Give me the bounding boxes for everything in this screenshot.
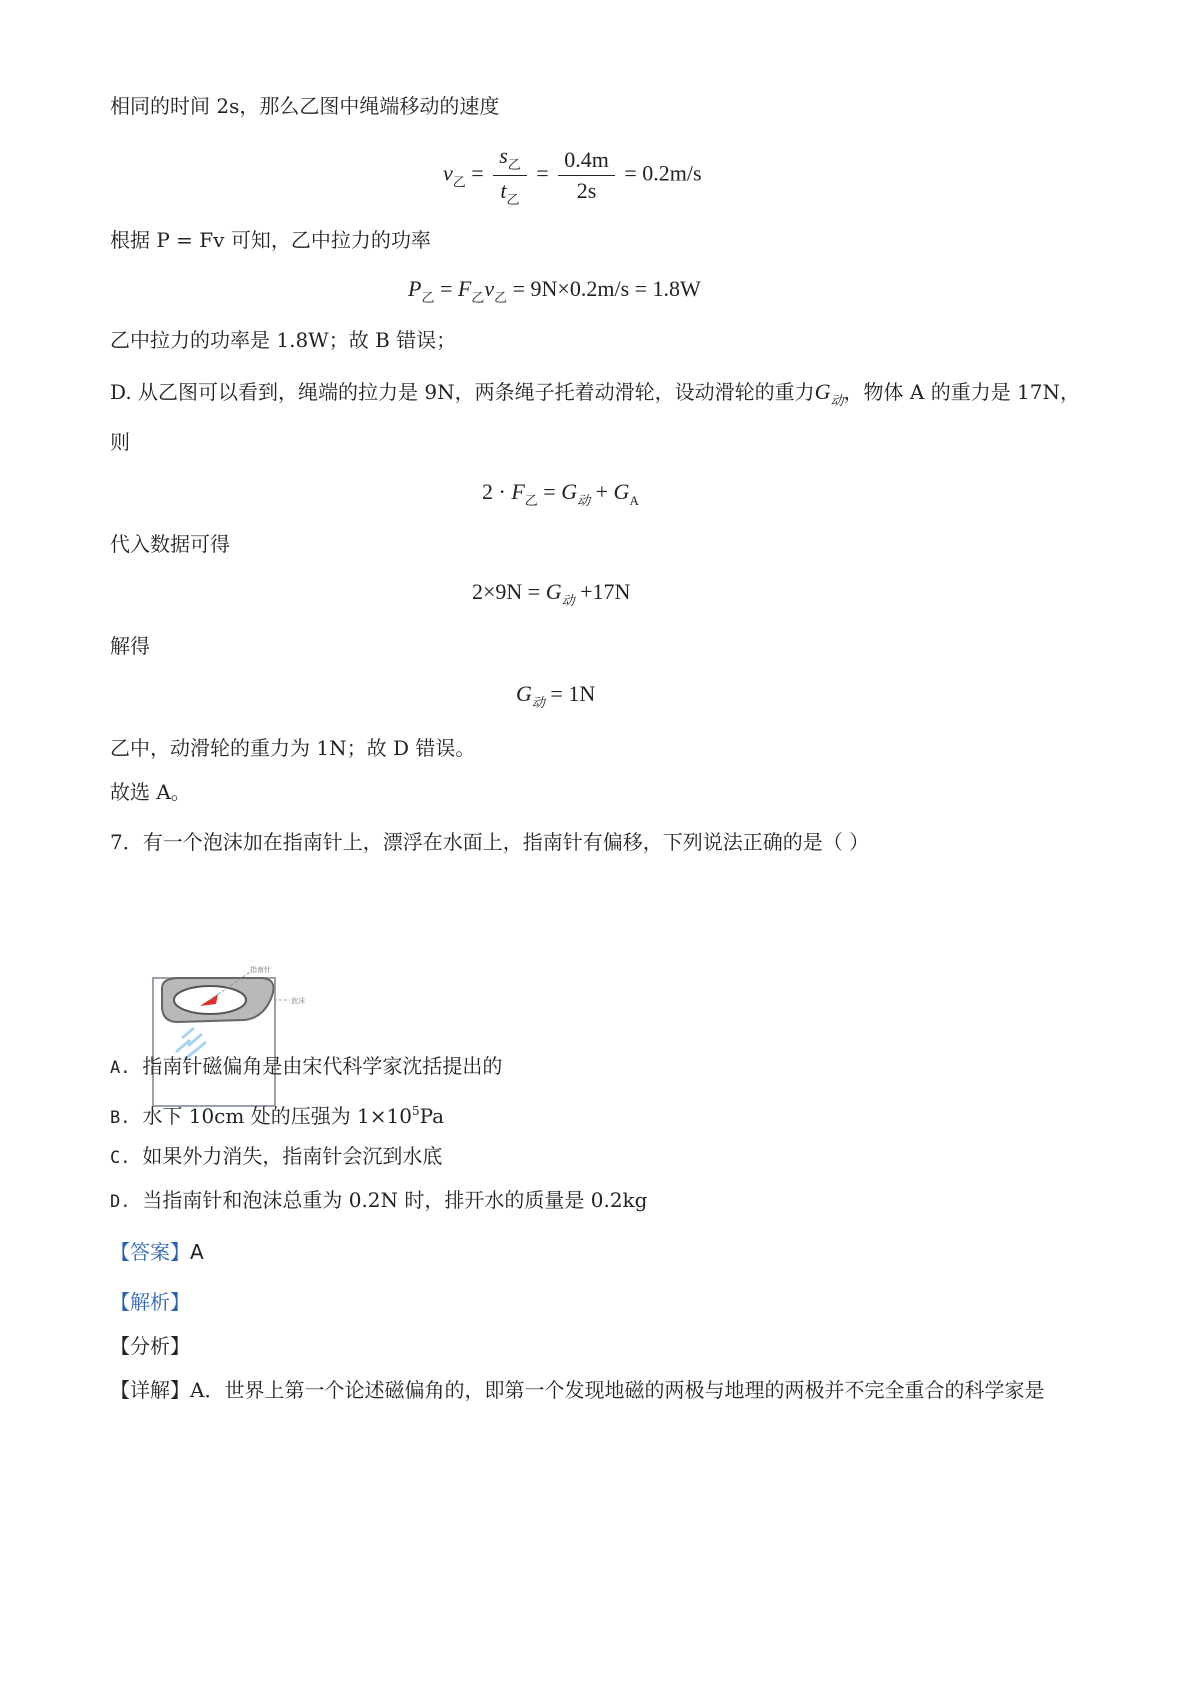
eq1-v-sub: 乙 bbox=[452, 174, 466, 190]
text-line-2: 根据 P = Fv 可知，乙中拉力的功率 bbox=[110, 228, 431, 252]
option-b-label: B. bbox=[110, 1108, 131, 1128]
equation-result: $G_动 = 1N$ bbox=[516, 681, 596, 710]
eq4-right: +17N bbox=[580, 579, 631, 604]
eq2-p-sub: 乙 bbox=[421, 290, 435, 305]
eq1-v: v bbox=[443, 160, 453, 186]
eq5-right: = 1N bbox=[550, 681, 596, 706]
text-line-8: 乙中，动滑轮的重力为 1N；故 D 错误。 bbox=[110, 736, 476, 760]
eq3-g-a: A bbox=[629, 493, 639, 508]
eq1-frac-st bbox=[493, 143, 527, 208]
option-d bbox=[110, 1186, 647, 1216]
option-c bbox=[110, 1142, 442, 1172]
eq1-frac-values bbox=[558, 147, 615, 204]
option-a-label: A. bbox=[110, 1058, 131, 1078]
option-b-sup: 5 bbox=[411, 1104, 420, 1118]
text-line-4: D. 从乙图可以看到，绳端的拉力是 9N，两条绳子托着动滑轮，设动滑轮的重力$G_动$，物体 A 的重力是 17N， bbox=[110, 379, 1080, 408]
text-line-4b: ，物体 A 的重力是 17N， bbox=[843, 380, 1080, 404]
eq2-f-sub: 乙 bbox=[471, 290, 485, 305]
text-line-6: 代入数据可得 bbox=[110, 532, 230, 556]
answer-line bbox=[110, 1238, 204, 1266]
eq1-t: t bbox=[500, 178, 507, 203]
g-dong-sub: 动 bbox=[830, 393, 844, 408]
text-line-4a: D. 从乙图可以看到，绳端的拉力是 9N，两条绳子托着动滑轮，设动滑轮的重力 bbox=[110, 380, 815, 404]
text-line-3: 乙中拉力的功率是 1.8W；故 B 错误； bbox=[110, 328, 457, 352]
detail-text: A．世界上第一个论述磁偏角的，即第一个发现地磁的两极与地理的两极并不完全重合的科学家是 bbox=[190, 1378, 1045, 1402]
label-needle: 指南针 bbox=[250, 966, 271, 974]
answer-value: A bbox=[190, 1240, 204, 1264]
eq4-g-dong: 动 bbox=[561, 593, 575, 608]
option-d-text: 当指南针和泡沫总重为 0.2N 时，排开水的质量是 0.2kg bbox=[142, 1188, 648, 1212]
eq1-t-sub: 乙 bbox=[506, 192, 520, 207]
detail-line bbox=[110, 1376, 1044, 1404]
eq1-s-sub: 乙 bbox=[507, 157, 521, 172]
option-a-text: 指南针磁偏角是由宋代科学家沈括提出的 bbox=[142, 1054, 503, 1078]
compass-figure bbox=[150, 960, 330, 1120]
eq2-result: = 9N×0.2m/s = 1.8W bbox=[512, 276, 701, 301]
fenxi-line: 【分析】 bbox=[110, 1334, 190, 1358]
text-line-5: 则 bbox=[110, 430, 130, 454]
eq1-result: = 0.2m/s bbox=[624, 160, 702, 186]
option-a bbox=[110, 1052, 502, 1082]
equation-power: $P_乙 = F_乙v_乙 = 9N\times 0.2m/s = 1.8W$ bbox=[408, 276, 701, 305]
option-b-text: 水下 10cm 处的压强为 1×10 bbox=[142, 1104, 412, 1128]
eq5-g-dong: 动 bbox=[531, 695, 545, 710]
label-foam: 泡沫 bbox=[291, 997, 305, 1005]
analysis-line bbox=[110, 1288, 190, 1316]
equation-substitute: $2\times 9N = G_动 +17N$ bbox=[472, 579, 631, 608]
eq3-g-dong: 动 bbox=[577, 493, 591, 508]
eq1-den: 2s bbox=[576, 178, 597, 203]
option-c-label: C. bbox=[110, 1148, 131, 1168]
eq3-f-sub: 乙 bbox=[524, 493, 538, 508]
answer-tag: 【答案】 bbox=[110, 1240, 190, 1264]
eq1-s: s bbox=[499, 143, 508, 168]
text-line-9: 故选 A。 bbox=[110, 780, 191, 804]
eq1-num: 0.4m bbox=[558, 147, 615, 176]
option-b bbox=[110, 1097, 444, 1132]
text-line-1: 相同的时间 2s，那么乙图中绳端移动的速度 bbox=[110, 94, 500, 118]
equation-force-balance: $2 \cdot F_乙 = G_动 + G_A$ bbox=[482, 479, 639, 508]
equation-velocity: $v_乙$ = $\frac{s_乙}{t_乙}$ = $\frac{0.4m}{2s}$ = 0.2m/s bbox=[443, 143, 702, 207]
detail-tag: 【详解】 bbox=[110, 1378, 190, 1402]
option-c-text: 如果外力消失，指南针会沉到水底 bbox=[142, 1144, 443, 1168]
question-stem: 7．有一个泡沫加在指南针上，漂浮在水面上，指南针有偏移，下列说法正确的是（ ） bbox=[110, 830, 870, 854]
analysis-tag: 【解析】 bbox=[110, 1290, 190, 1314]
text-line-7: 解得 bbox=[110, 634, 150, 658]
eq2-v-sub: 乙 bbox=[494, 290, 508, 305]
option-d-label: D. bbox=[110, 1192, 131, 1212]
eq4-left: 2×9N = bbox=[472, 579, 541, 604]
option-b-tail: Pa bbox=[419, 1104, 445, 1128]
